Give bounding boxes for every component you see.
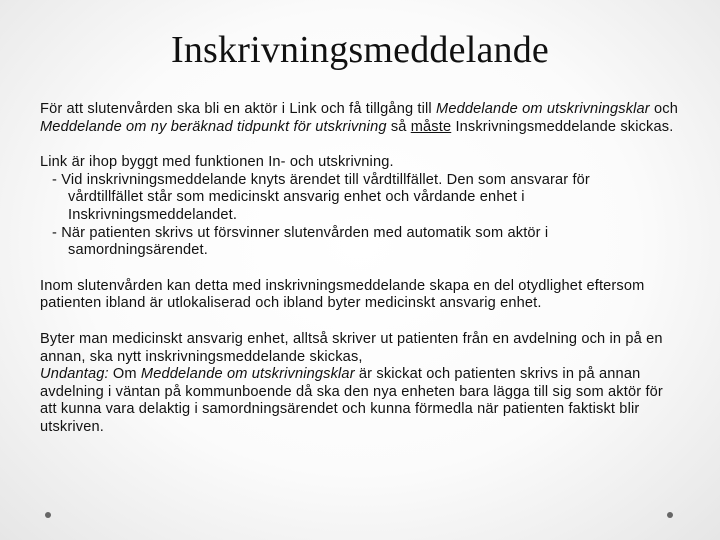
paragraph-byte-enhet: Byter man medicinskt ansvarig enhet, alltså skriver ut patienten från en avdelning och in på en annan, ska nytt inskrivningsmeddelande skickas, (40, 330, 663, 365)
paragraph-otydlighet: Inom slutenvården kan detta med inskrivningsmeddelande skapa en del otydlighet eftersom patienten ibland är utlokaliserad och ibland byter medicinskt ansvarig enhet. (40, 277, 645, 312)
paragraph-link-intro: Link är ihop byggt med funktionen In- och utskrivning. (40, 154, 394, 171)
slide-dot-right (667, 512, 673, 518)
meddelande-ny-tidpunkt-term: Meddelande om ny beräknad tidpunkt för utskrivning (40, 118, 387, 135)
meddelande-utskrivningsklar-term: Meddelande om utskrivningsklar (436, 101, 650, 117)
bullet-utskrivning: - När patienten skrivs ut försvinner slutenvården med automatik som aktör i samordningsärendet. (52, 224, 549, 259)
slide-content (40, 101, 680, 437)
meddelande-utskrivningsklar-term-2: Meddelande om utskrivningsklar (140, 366, 355, 383)
paragraph-undantag: Undantag: Om Meddelande om utskrivningsklar är skickat och patienten skrivs in på annan avdelning i väntan på kommunboende då ska den nya enheten bara lägga till sig som aktör för att kunna vara delaktig i samordningsärendet och kunna förmedla när patienten faktiskt blir utskriven. (40, 366, 663, 435)
maste-underlined: måste (410, 118, 452, 135)
slide-dot-left (45, 512, 51, 518)
bullet-inskrivning: - Vid inskrivningsmeddelande knyts ärendet till vårdtillfället. Den som ansvarar för vårdtillfället står som medicinskt ansvarig enhet och vårdande enhet i Inskrivningsmeddelandet. (52, 171, 590, 223)
undantag-label: Undantag: (40, 366, 109, 383)
paragraph-access: För att slutenvården ska bli en aktör i Link och få tillgång till Meddelande om utskrivningsklar och Meddelande om ny beräknad tidpunkt för utskrivning så måste Inskrivningsmeddelande skickas. (40, 101, 678, 135)
slide-title: Inskrivningsmeddelande (171, 29, 549, 71)
